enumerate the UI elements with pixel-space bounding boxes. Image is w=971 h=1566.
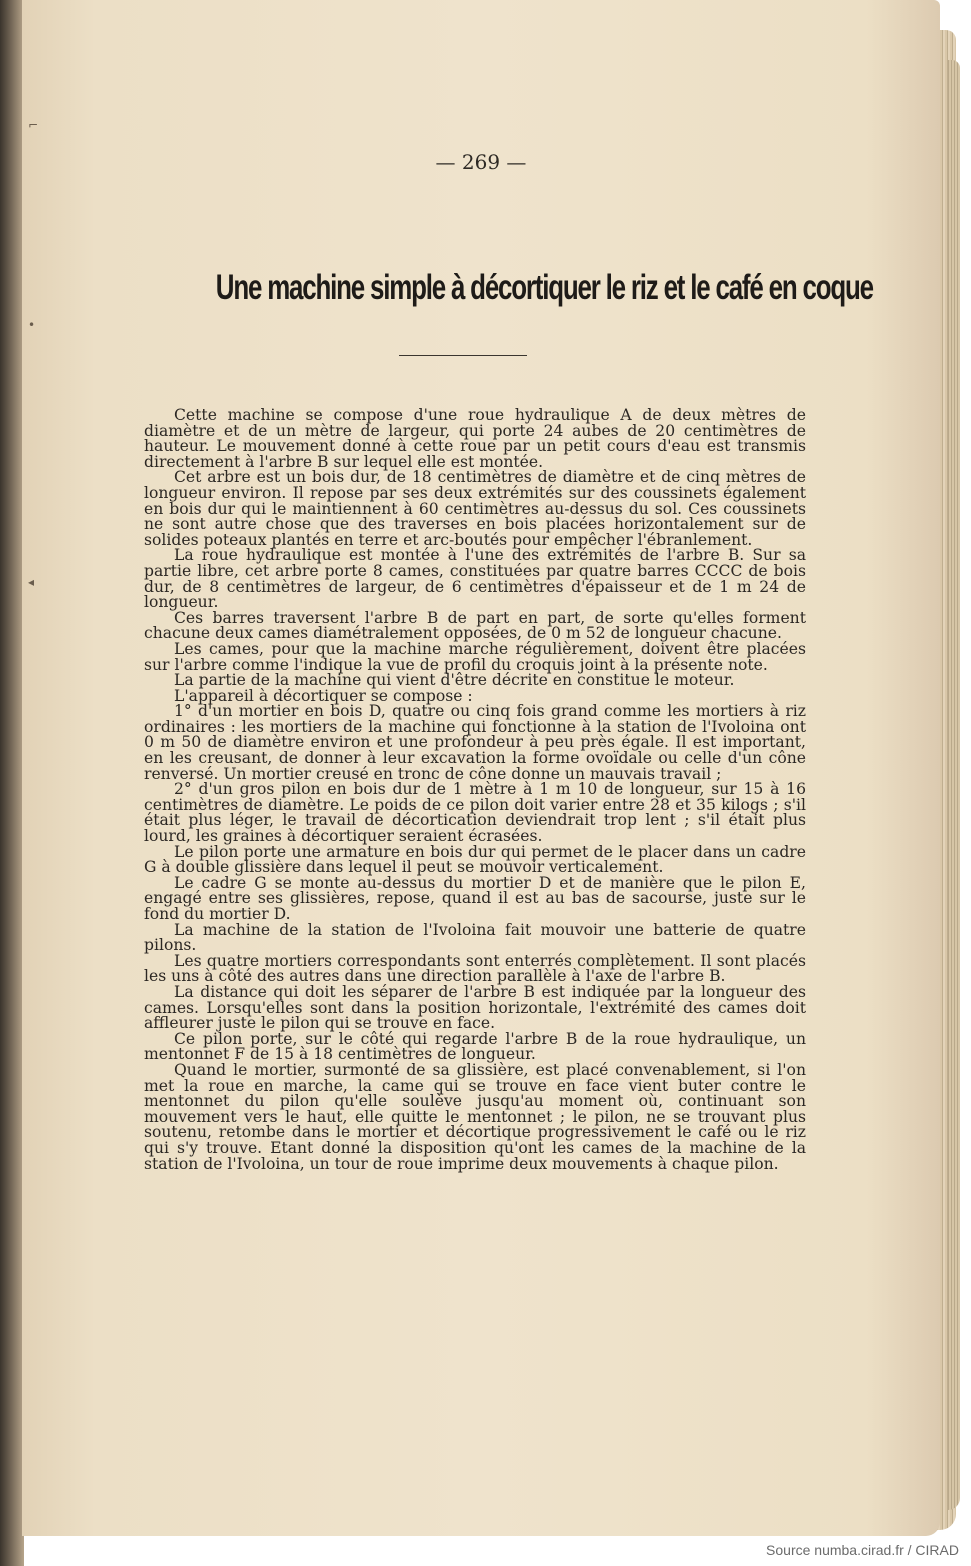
paragraph: Le pilon porte une armature en bois dur qui permet de le placer dans un cadre G à double glissière dans lequel il peut se mouvoir verticalement.: [144, 842, 806, 877]
page-number: — 269 —: [435, 150, 527, 174]
paragraph: Le cadre G se monte au-dessus du mortier D et de manière que le pilon E, engagé entre ses glissières, repose, quand il est au bas de sacourse, juste sur le fond du mortier D.: [144, 873, 806, 923]
paragraph: Cette machine se compose d'une roue hydraulique A de deux mètres de diamètre et de un mètre de largeur, qui porte 24 aubes de 20 centimètres de hauteur. Le mouvement donné à cette roue par un petit cours d'eau est transmis directement à l'arbre B sur lequel elle est montée.: [144, 406, 806, 471]
margin-mark: ⌐: [28, 118, 39, 132]
paragraph: L'appareil à décortiquer se compose :: [174, 686, 473, 705]
page-edges-inner: [948, 60, 960, 1510]
paragraph: Les quatre mortiers correspondants sont enterrés complètement. Il sont placés les uns à côté des autres dans une direction parallèle à l'axe de l'arbre B.: [144, 951, 806, 986]
paragraph: La distance qui doit les séparer de l'arbre B est indiquée par la longueur des cames. Lorsqu'elles sont dans la position horizontale, l'extrémité des cames doit affleurer juste le pilon qui se trouve en face.: [144, 982, 806, 1033]
source-credit: Source numba.cirad.fr / CIRAD: [766, 1542, 959, 1558]
article-title: Une machine simple à décortiquer le riz et le café en coque: [215, 268, 873, 307]
margin-mark: ◂: [28, 575, 35, 589]
paragraph: Cet arbre est un bois dur, de 18 centimètres de diamètre et de cinq mètres de longueur environ. Il repose par ses deux extrémités sur des coussinets également en bois dur qui le maintiennent à 60 centimètres au-dessus du sol. Ces coussinets ne sont autre chose que des traverses en bois placées horizontalement sur de solides poteaux plantés en terre et arc-boutés pour empêcher l'ébranlement.: [144, 468, 806, 549]
title-rule: [399, 355, 527, 356]
paragraph: La roue hydraulique est montée à l'une des extrémités de l'arbre B. Sur sa partie libre, cet arbre porte 8 cames, constituées par quatre barres CCCC de bois dur, de 8 centimètres de largeur, de 6 centimètres d'épaisseur et de 1 m 24 de longueur.: [144, 546, 806, 612]
paragraph: 2° d'un gros pilon en bois dur de 1 mètre à 1 m 10 de longueur, sur 15 à 16 centimètres de diamètre. Le poids de ce pilon doit varier entre 28 et 35 kilogs ; s'il était plus léger, le travail de décortication deviendrait trop lent ; s'il était plus lourd, les graines à décortiquer seraient écrasées.: [144, 780, 806, 846]
paragraph: Ce pilon porte, sur le côté qui regarde l'arbre B de la roue hydraulique, un mentonnet F de 15 à 18 centimètres de longueur.: [144, 1029, 806, 1064]
paragraph: La machine de la station de l'Ivoloina fait mouvoir une batterie de quatre pilons.: [144, 920, 806, 955]
book-page: [22, 0, 940, 1536]
article-body: [144, 408, 806, 1172]
paragraph: La partie de la machine qui vient d'être décrite en constitue le moteur.: [174, 671, 735, 690]
paragraph: Quand le mortier, surmonté de sa glissière, est placé convenablement, si l'on met la roue en marche, la came qui se trouve en face vient buter contre le mentonnet du pilon qu'elle soulève jusqu'au moment où, continuant son mouvement vers le haut, elle quitte le mentonnet ; le pilon, ne se trouvant plus soutenu, retombe dans le mortier et décortique progressivement le café ou le riz qui s'y trouve. Etant donné la disposition qu'ont les cames de la machine de la station de l'Ivoloina, un tour de roue imprime deux mouvements à chaque pilon.: [144, 1060, 806, 1173]
book-binding: [0, 0, 24, 1566]
paragraph: 1° d'un mortier en bois D, quatre ou cinq fois grand comme les mortiers à riz ordinaires : les mortiers de la machine qui fonctionne à la station de l'Ivoloina ont 0 m 50 de diamètre environ et une profondeur à peu près égale. Il est important, en les creusant, de donner à leur excavation la forme ovoïdale ou celle d'un cône renversé. Un mortier creusé en tronc de cône donne un mauvais travail ;: [144, 702, 806, 783]
margin-mark: •: [28, 318, 36, 332]
paragraph: Ces barres traversent l'arbre B de part en part, de sorte qu'elles forment chacune deux cames diamétralement opposées, de 0 m 52 de longueur chacune.: [144, 608, 806, 643]
paragraph: Les cames, pour que la machine marche régulièrement, doivent être placées sur l'arbre comme l'indique la vue de profil du croquis joint à la présente note.: [144, 639, 806, 674]
